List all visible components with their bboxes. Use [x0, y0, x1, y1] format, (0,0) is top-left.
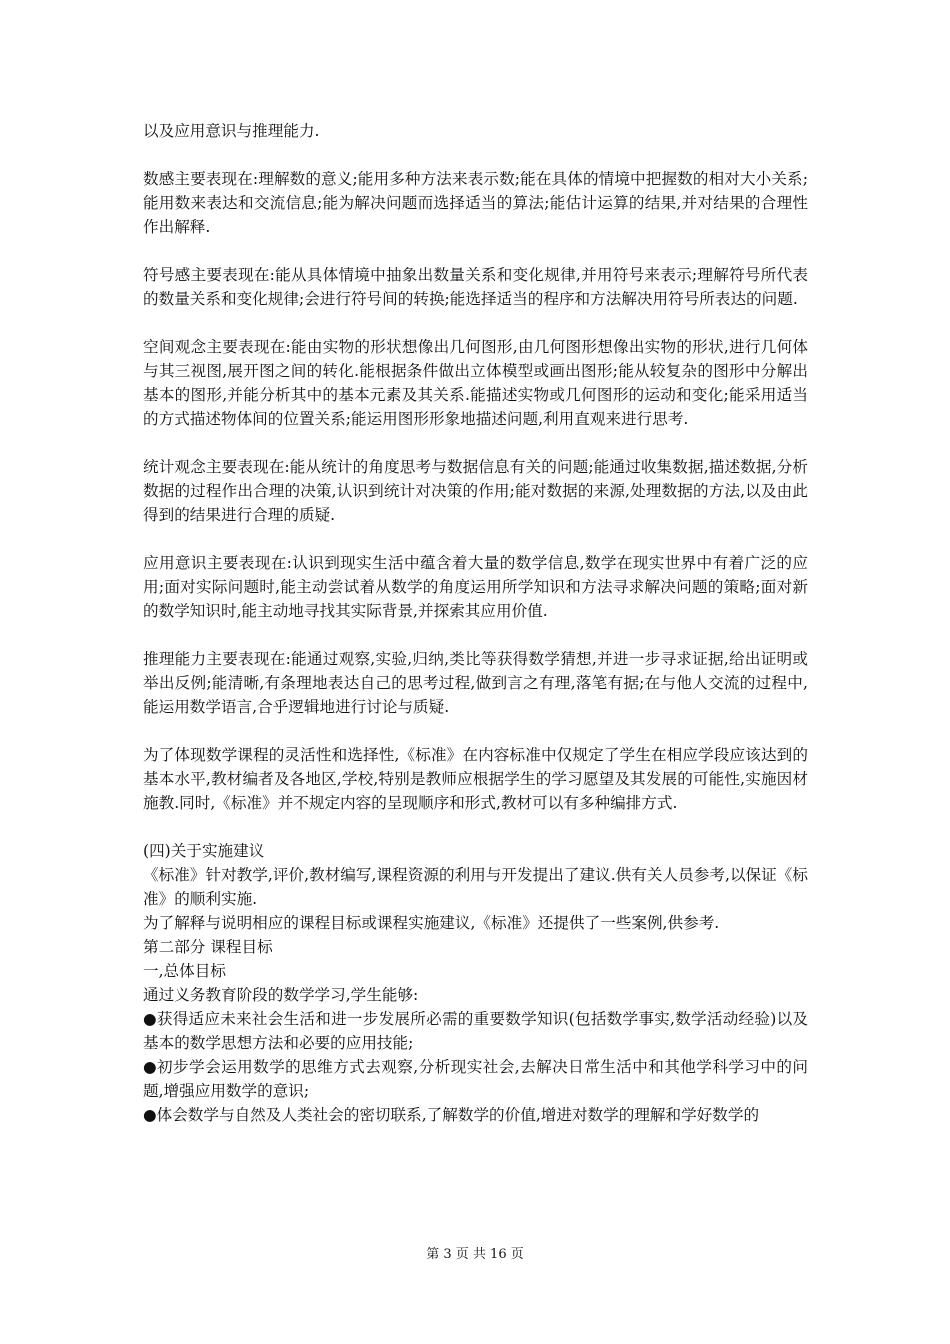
- paragraph-intro-continuation: 以及应用意识与推理能力.: [143, 122, 320, 140]
- paragraph-implementation-advice: 《标准》针对教学,评价,教材编写,课程资源的利用与开发提出了建议.供有关人员参考,以保证《标准》的顺利实施.: [143, 866, 808, 908]
- section-heading-overall-goals: 一,总体目标: [143, 962, 226, 980]
- paragraph-gap: [143, 623, 808, 647]
- page-number-footer: 第 3 页 共 16 页: [426, 1247, 524, 1262]
- paragraph-spatial-concept: 空间观念主要表现在:能由实物的形状想像出几何图形,由几何图形想像出实物的形状,进行几何体与其三视图,展开图之间的转化.能根据条件做出立体模型或画出图形;能从较复杂的图形中分解出基本的图形,并能分析其中的基本元素及其关系.能描述实物或几何图形的运动和变化;能采用适当的方式描述物体间的位置关系;能运用图形形象地描述问题,利用直观来进行思考.: [143, 338, 808, 428]
- paragraph-symbol-sense: 符号感主要表现在:能从具体情境中抽象出数量关系和变化规律,并用符号来表示;理解符号所代表的数量关系和变化规律;会进行符号间的转换;能选择适当的程序和方法解决用符号所表达的问题.: [143, 266, 808, 308]
- bullet-item-value: ●体会数学与自然及人类社会的密切联系,了解数学的价值,增进对数学的理解和学好数学的: [143, 1106, 760, 1124]
- document-body: [143, 119, 808, 1127]
- paragraph-case-examples: 为了解释与说明相应的课程目标或课程实施建议,《标准》还提供了一些案例,供参考.: [143, 914, 720, 932]
- bullet-item-knowledge: ●获得适应未来社会生活和进一步发展所必需的重要数学知识(包括数学事实,数学活动经验)以及基本的数学思想方法和必要的应用技能;: [143, 1010, 808, 1052]
- paragraph-gap: [143, 311, 808, 335]
- paragraph-statistics-concept: 统计观念主要表现在:能从统计的角度思考与数据信息有关的问题;能通过收集数据,描述数据,分析数据的过程作出合理的决策,认识到统计对决策的作用;能对数据的来源,处理数据的方法,以及由此得到的结果进行合理的质疑.: [143, 458, 808, 524]
- paragraph-gap: [143, 431, 808, 455]
- paragraph-goals-intro: 通过义务教育阶段的数学学习,学生能够:: [143, 986, 419, 1004]
- paragraph-gap: [143, 239, 808, 263]
- paragraph-flexibility: 为了体现数学课程的灵活性和选择性,《标准》在内容标准中仅规定了学生在相应学段应该达到的基本水平,教材编者及各地区,学校,特别是教师应根据学生的学习愿望及其发展的可能性,实施因材施教.同时,《标准》并不规定内容的呈现顺序和形式,教材可以有多种编排方式.: [143, 746, 808, 812]
- bullet-item-thinking: ●初步学会运用数学的思维方式去观察,分析现实社会,去解决日常生活中和其他学科学习中的问题,增强应用数学的意识;: [143, 1058, 808, 1100]
- paragraph-gap: [143, 719, 808, 743]
- section-heading-implementation: (四)关于实施建议: [143, 842, 265, 860]
- paragraph-application-awareness: 应用意识主要表现在:认识到现实生活中蕴含着大量的数学信息,数学在现实世界中有着广泛的应用;面对实际问题时,能主动尝试着从数学的角度运用所学知识和方法寻求解决问题的策略;面对新的数学知识时,能主动地寻找其实际背景,并探索其应用价值.: [143, 554, 808, 620]
- paragraph-number-sense: 数感主要表现在:理解数的意义;能用多种方法来表示数;能在具体的情境中把握数的相对大小关系;能用数来表达和交流信息;能为解决问题而选择适当的算法;能估计运算的结果,并对结果的合理性作出解释.: [143, 170, 808, 236]
- paragraph-gap: [143, 143, 808, 167]
- part-heading-course-goals: 第二部分 课程目标: [143, 938, 273, 956]
- paragraph-gap: [143, 527, 808, 551]
- paragraph-gap: [143, 815, 808, 839]
- paragraph-reasoning-ability: 推理能力主要表现在:能通过观察,实验,归纳,类比等获得数学猜想,并进一步寻求证据,给出证明或举出反例;能清晰,有条理地表达自己的思考过程,做到言之有理,落笔有据;在与他人交流的过程中,能运用数学语言,合乎逻辑地进行讨论与质疑.: [143, 650, 808, 716]
